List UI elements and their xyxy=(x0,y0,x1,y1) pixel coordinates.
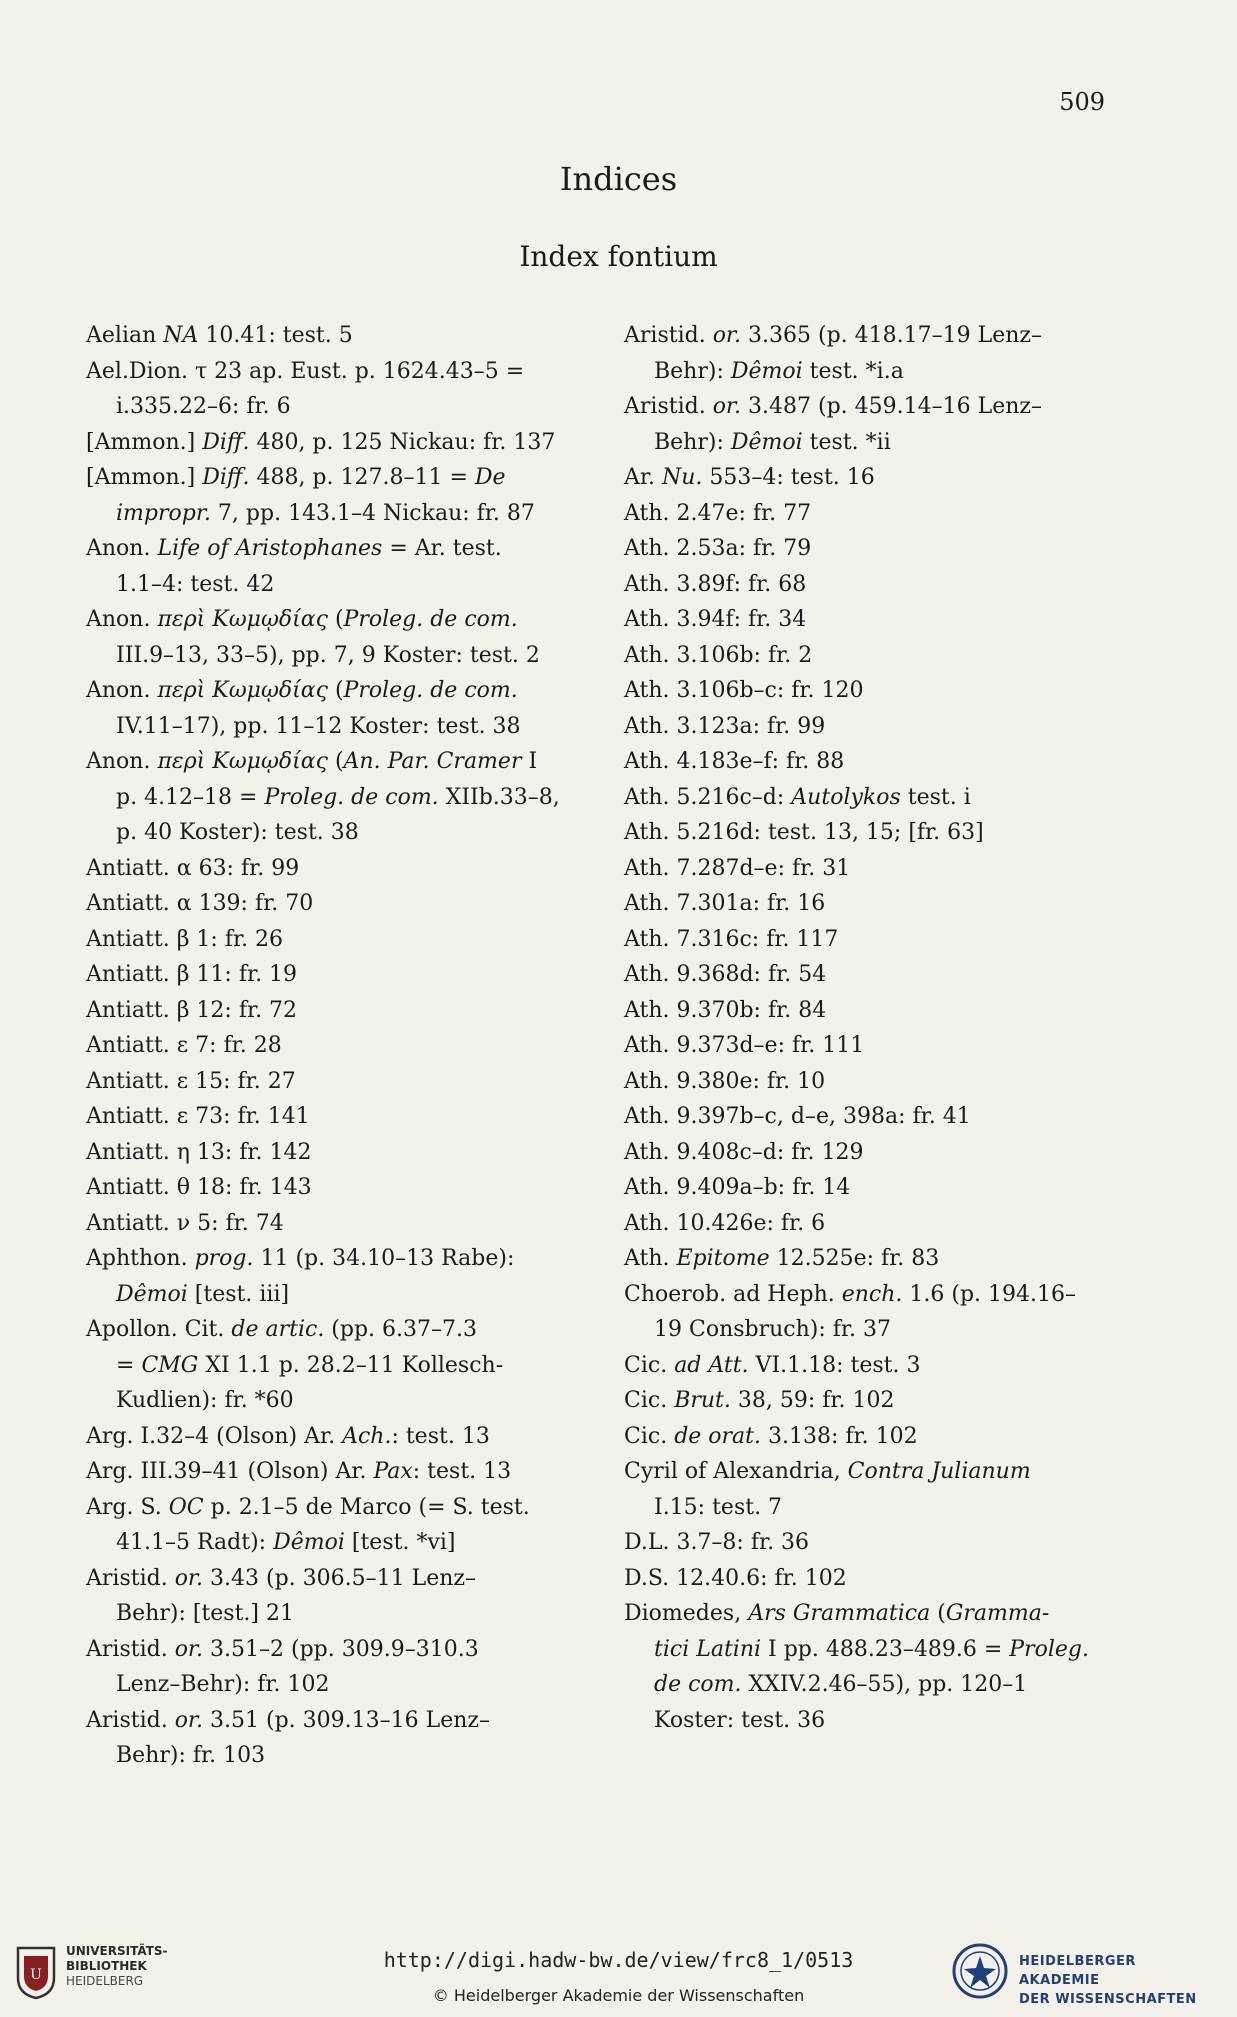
index-entry-italic: Proleg. de com. xyxy=(343,607,518,632)
index-entry-italic: Diff. xyxy=(202,465,250,490)
index-entry-text: Ath. 7.287d–e: fr. 31 xyxy=(624,855,851,881)
index-entry-text: Lenz–Behr): fr. 102 xyxy=(116,1672,330,1697)
index-entry-text: 1.6 (p. 194.16– xyxy=(902,1281,1077,1307)
index-entry-text: Aristid. xyxy=(624,394,713,419)
index-entry xyxy=(624,1170,1124,1206)
index-title: Indices xyxy=(559,160,678,198)
index-entry-italic: Brut. xyxy=(674,1388,731,1413)
page-number: 509 xyxy=(1059,88,1105,116)
index-entry-text: 12.525e: fr. 83 xyxy=(769,1246,940,1271)
index-entry-text: 10.41: test. 5 xyxy=(198,323,353,348)
index-entry-italic: ench. xyxy=(841,1281,903,1307)
index-entry-text: Ath. 7.316c: fr. 117 xyxy=(624,926,839,952)
index-entry xyxy=(624,1525,1124,1561)
index-entry xyxy=(86,1703,586,1774)
index-entry-text: [test. *vi] xyxy=(344,1530,456,1555)
index-entry-text: Ael.Dion. τ 23 ap. Eust. p. 1624.43–5 = xyxy=(86,358,525,384)
index-entry-italic: Dêmoi xyxy=(116,1281,188,1307)
index-entry-text: Ath. 3.94f: fr. 34 xyxy=(624,607,807,632)
index-entry-text: p. 4.12–18 = xyxy=(116,784,265,810)
index-entry-italic: prog. xyxy=(194,1246,254,1271)
index-entry xyxy=(86,318,586,354)
index-entry xyxy=(86,957,586,993)
index-entry-text: Antiatt. α 139: fr. 70 xyxy=(86,891,314,916)
index-entry-italic: de com. xyxy=(654,1672,742,1697)
index-entry xyxy=(86,602,586,673)
index-entry-text: 19 Consbruch): fr. 37 xyxy=(654,1317,891,1342)
index-entry xyxy=(86,425,586,461)
index-entry-text: Aristid. xyxy=(624,323,713,348)
index-entry xyxy=(624,318,1124,389)
index-entry-text: Ar. xyxy=(624,465,662,490)
index-entry-text: Diomedes, xyxy=(624,1601,749,1626)
index-entry xyxy=(624,780,1124,816)
index-entry-italic: Gramma- xyxy=(945,1601,1050,1626)
right-index-column xyxy=(624,318,1124,1738)
index-entry-italic: or. xyxy=(174,1707,204,1733)
index-entry-italic: Ach. xyxy=(342,1423,392,1449)
index-entry-italic: An. Par. Cramer xyxy=(343,749,522,774)
index-entry-text: XXIV.2.46–55), pp. 120–1 xyxy=(741,1672,1028,1697)
index-entry xyxy=(86,354,586,425)
index-entry xyxy=(86,851,586,887)
library-line-2: BIBLIOTHEK xyxy=(66,1959,147,1973)
index-entry-text: Ath. 3.106b: fr. 2 xyxy=(624,642,813,668)
index-entry xyxy=(624,1348,1124,1384)
index-entry xyxy=(86,1419,586,1455)
index-entry-text: Anon. xyxy=(86,536,158,561)
index-entry xyxy=(624,851,1124,887)
permalink-url[interactable]: http://digi.hadw-bw.de/view/frc8_1/0513 xyxy=(383,1948,854,1972)
index-entry xyxy=(624,1454,1124,1525)
index-entry-text: Cic. xyxy=(624,1423,675,1449)
index-entry-italic: Dêmoi xyxy=(730,429,803,455)
index-entry-text: 3.138: fr. 102 xyxy=(761,1423,918,1449)
index-entry-italic: ad Att. xyxy=(674,1352,749,1378)
index-entry xyxy=(624,993,1124,1029)
index-entry-text: Cic. xyxy=(624,1352,675,1378)
index-entry-italic: de artic. xyxy=(231,1317,325,1342)
index-entry-italic: περὶ Κωμῳδίας xyxy=(157,678,328,703)
index-entry-text: [Ammon.] xyxy=(86,465,203,490)
index-entry-text: Antiatt. β 1: fr. 26 xyxy=(86,926,284,952)
index-entry xyxy=(624,602,1124,638)
index-entry-text: 3.43 (p. 306.5–11 Lenz– xyxy=(203,1565,477,1591)
index-entry-text: 488, p. 127.8–11 = xyxy=(249,465,475,490)
index-entry-italic: or. xyxy=(174,1565,204,1591)
index-entry-text: Aphthon. xyxy=(86,1246,195,1271)
index-entry xyxy=(624,1241,1124,1277)
index-entry-text: Behr): xyxy=(654,358,731,384)
index-entry-text: 41.1–5 Radt): xyxy=(116,1530,274,1555)
index-entry-italic: Dêmoi xyxy=(730,358,803,384)
index-entry-text: Aelian xyxy=(86,323,164,348)
index-entry-text: Antiatt. ν 5: fr. 74 xyxy=(86,1210,284,1236)
index-entry-text: Ath. xyxy=(624,1246,677,1271)
index-entry-italic: Proleg. xyxy=(1009,1636,1089,1662)
index-entry-text: Arg. III.39–41 (Olson) Ar. xyxy=(86,1459,374,1484)
copyright-notice: © Heidelberger Akademie der Wissenschaften xyxy=(432,1986,805,2005)
index-entry-text: I xyxy=(521,749,538,774)
index-entry-text: ( xyxy=(930,1601,946,1626)
index-entry-text: Arg. S. xyxy=(86,1494,169,1520)
index-entry xyxy=(624,1419,1124,1455)
index-entry-text: Ath. 9.408c–d: fr. 129 xyxy=(624,1139,864,1165)
index-entry-text: 553–4: test. 16 xyxy=(702,465,875,490)
index-entry-italic: Ars Grammatica xyxy=(748,1601,931,1626)
index-entry-text: Behr): fr. 103 xyxy=(116,1743,266,1768)
index-entry-text: : test. 13 xyxy=(391,1423,490,1449)
index-entry-text: Antiatt. ε 15: fr. 27 xyxy=(86,1068,296,1094)
index-entry-text: IV.11–17), pp. 11–12 Koster: test. 38 xyxy=(116,713,521,739)
index-entry xyxy=(86,1490,586,1561)
index-entry xyxy=(624,460,1124,496)
index-entry-text: III.9–13, 33–5), pp. 7, 9 Koster: test. 2 xyxy=(116,642,540,668)
index-entry-italic: Autolykos xyxy=(791,784,901,810)
index-entry xyxy=(624,1206,1124,1242)
index-entry-text: 3.51 (p. 309.13–16 Lenz– xyxy=(203,1707,491,1733)
index-entry-italic: or. xyxy=(712,323,742,348)
index-entry-italic: περὶ Κωμῳδίας xyxy=(157,749,328,774)
index-entry-text: 7, pp. 143.1–4 Nickau: fr. 87 xyxy=(210,500,535,526)
index-entry-text: Ath. 5.216d: test. 13, 15; [fr. 63] xyxy=(624,820,984,845)
index-entry-italic: OC xyxy=(168,1494,204,1520)
index-entry xyxy=(86,886,586,922)
index-entry xyxy=(624,567,1124,603)
index-entry-text: test. i xyxy=(900,784,971,810)
index-entry-text: Ath. 2.47e: fr. 77 xyxy=(624,500,812,526)
index-entry-text: 3.365 (p. 418.17–19 Lenz– xyxy=(741,323,1043,348)
index-entry xyxy=(624,673,1124,709)
index-entry-text: Ath. 9.397b–c, d–e, 398a: fr. 41 xyxy=(624,1104,971,1129)
index-entry xyxy=(624,1561,1124,1597)
index-entry-text: 1.1–4: test. 42 xyxy=(116,571,275,597)
index-entry-text: Ath. 5.216c–d: xyxy=(624,784,792,810)
index-entry xyxy=(86,1312,586,1419)
left-index-column xyxy=(86,318,586,1774)
index-entry-italic: Pax xyxy=(373,1459,413,1484)
index-entry-text: Anon. xyxy=(86,678,158,703)
index-entry-italic: Diff. xyxy=(202,429,250,455)
index-subtitle: Index fontium xyxy=(519,240,718,273)
index-entry-text: ( xyxy=(327,607,344,632)
index-entry-text: Ath. 3.123a: fr. 99 xyxy=(624,713,826,739)
index-entry-italic: NA xyxy=(163,323,199,348)
index-entry-italic: CMG xyxy=(141,1352,199,1378)
index-entry-text: Antiatt. β 11: fr. 19 xyxy=(86,962,298,987)
index-entry xyxy=(86,1561,586,1632)
index-entry xyxy=(624,922,1124,958)
library-line-3: HEIDELBERG xyxy=(66,1974,144,1988)
index-entry-text: VI.1.18: test. 3 xyxy=(748,1352,921,1378)
index-entry-text: = xyxy=(116,1352,142,1378)
index-entry-text: Ath. 7.301a: fr. 16 xyxy=(624,891,826,916)
academy-seal-icon xyxy=(951,1942,1009,2000)
index-entry-text: Antiatt. β 12: fr. 72 xyxy=(86,997,298,1023)
index-entry-text: Aristid. xyxy=(86,1707,175,1733)
index-entry xyxy=(624,638,1124,674)
index-entry-text: Ath. 3.89f: fr. 68 xyxy=(624,571,807,597)
index-entry-text: Behr): xyxy=(654,429,731,455)
index-entry-text: I.15: test. 7 xyxy=(654,1494,783,1520)
index-entry-text: Antiatt. ε 7: fr. 28 xyxy=(86,1033,282,1058)
index-entry-italic: Life of Aristophanes xyxy=(157,536,383,561)
academy-line-2: DER WISSENSCHAFTEN xyxy=(1019,1992,1197,2007)
index-entry-text: Ath. 9.409a–b: fr. 14 xyxy=(624,1175,851,1200)
index-entry xyxy=(624,389,1124,460)
index-entry-italic: Epitome xyxy=(676,1246,770,1271)
index-entry-text: Koster: test. 36 xyxy=(654,1707,826,1733)
index-entry-text: Aristid. xyxy=(86,1565,175,1591)
index-entry-text: Aristid. xyxy=(86,1636,175,1662)
index-entry xyxy=(86,673,586,744)
index-entry-text: Cic. xyxy=(624,1388,675,1413)
index-entry xyxy=(86,1241,586,1312)
index-entry-italic: Proleg. de com. xyxy=(264,784,439,810)
index-entry-text: Ath. 10.426e: fr. 6 xyxy=(624,1210,826,1236)
index-entry xyxy=(624,709,1124,745)
index-entry-text: Ath. 3.106b–c: fr. 120 xyxy=(624,678,864,703)
index-entry-text: Ath. 9.373d–e: fr. 111 xyxy=(624,1033,865,1058)
index-entry xyxy=(624,957,1124,993)
index-entry-italic: tici Latini xyxy=(654,1636,762,1662)
index-entry-text: [Ammon.] xyxy=(86,429,203,455)
index-entry-italic: περὶ Κωμῳδίας xyxy=(157,607,328,632)
index-entry-text: D.S. 12.40.6: fr. 102 xyxy=(624,1565,847,1591)
index-entry-italic: Contra Julianum xyxy=(847,1459,1031,1484)
index-entry xyxy=(86,1064,586,1100)
index-entry-text: Arg. I.32–4 (Olson) Ar. xyxy=(86,1423,343,1449)
index-entry xyxy=(624,1028,1124,1064)
index-entry-italic: De xyxy=(474,465,506,490)
index-entry-italic: or. xyxy=(712,394,742,419)
index-entry-text: Antiatt. η 13: fr. 142 xyxy=(86,1139,312,1165)
index-entry xyxy=(86,1632,586,1703)
index-entry-text: Ath. 2.53a: fr. 79 xyxy=(624,536,812,561)
index-entry xyxy=(624,496,1124,532)
index-entry-italic: impropr. xyxy=(116,500,211,526)
index-entry xyxy=(624,1135,1124,1171)
index-entry-text: Cyril of Alexandria, xyxy=(624,1459,848,1484)
index-entry xyxy=(86,1099,586,1135)
index-entry xyxy=(624,1064,1124,1100)
index-entry-text: Ath. 4.183e–f: fr. 88 xyxy=(624,749,845,774)
index-entry-text: XI 1.1 p. 28.2–11 Kollesch- xyxy=(198,1352,504,1378)
index-entry-text: 11 (p. 34.10–13 Rabe): xyxy=(253,1246,515,1271)
index-entry-text: 3.51–2 (pp. 309.9–310.3 xyxy=(203,1636,479,1662)
index-entry xyxy=(86,922,586,958)
index-entry xyxy=(86,460,586,531)
index-entry-text: (pp. 6.37–7.3 xyxy=(324,1317,478,1342)
index-entry xyxy=(86,1454,586,1490)
index-entry-text: Ath. 9.368d: fr. 54 xyxy=(624,962,827,987)
index-entry-text: Antiatt. ε 73: fr. 141 xyxy=(86,1104,310,1129)
index-entry xyxy=(86,744,586,851)
index-entry-text: = Ar. test. xyxy=(382,536,502,561)
index-entry-text: I pp. 488.23–489.6 = xyxy=(761,1636,1010,1662)
index-entry xyxy=(86,1028,586,1064)
index-entry-italic: Nu. xyxy=(661,465,703,490)
index-entry-text: Choerob. ad Heph. xyxy=(624,1281,842,1307)
index-entry-text: [test. iii] xyxy=(187,1281,290,1307)
index-entry xyxy=(624,1596,1124,1738)
index-entry-text: 480, p. 125 Nickau: fr. 137 xyxy=(249,429,556,455)
academy-line-1: HEIDELBERGER AKADEMIE xyxy=(1019,1954,1136,1988)
index-entry-text: Antiatt. θ 18: fr. 143 xyxy=(86,1175,312,1200)
index-entry xyxy=(86,1135,586,1171)
index-entry-text: Anon. xyxy=(86,607,158,632)
index-entry-italic: Proleg. de com. xyxy=(343,678,518,703)
index-entry xyxy=(624,531,1124,567)
index-entry xyxy=(624,886,1124,922)
index-entry-text: ( xyxy=(327,678,344,703)
index-entry-text: p. 2.1–5 de Marco (= S. test. xyxy=(203,1494,530,1520)
index-entry-text: test. *ii xyxy=(802,429,891,455)
index-entry-text: ( xyxy=(327,749,344,774)
index-entry-text: Behr): [test.] 21 xyxy=(116,1601,294,1626)
library-line-1: UNIVERSITÄTS- xyxy=(66,1944,168,1958)
index-entry xyxy=(624,1277,1124,1348)
index-entry xyxy=(624,815,1124,851)
index-entry-text: Ath. 9.380e: fr. 10 xyxy=(624,1068,826,1094)
index-entry-text: Kudlien): fr. *60 xyxy=(116,1388,294,1413)
page-footer xyxy=(0,1908,1237,2017)
index-entry-text: D.L. 3.7–8: fr. 36 xyxy=(624,1530,810,1555)
index-entry-text: 3.487 (p. 459.14–16 Lenz– xyxy=(741,394,1043,419)
index-entry xyxy=(86,1206,586,1242)
index-entry xyxy=(86,993,586,1029)
svg-text:U: U xyxy=(30,1967,42,1983)
index-entry-text: XIIb.33–8, xyxy=(438,784,560,810)
index-entry xyxy=(624,1383,1124,1419)
index-entry-text: : test. 13 xyxy=(412,1459,512,1484)
index-entry-text: Antiatt. α 63: fr. 99 xyxy=(86,855,300,881)
index-entry-text: i.335.22–6: fr. 6 xyxy=(116,394,291,419)
index-entry-italic: de orat. xyxy=(674,1423,761,1449)
index-entry xyxy=(624,744,1124,780)
index-entry-text: Ath. 9.370b: fr. 84 xyxy=(624,997,827,1023)
index-entry-italic: or. xyxy=(174,1636,204,1662)
index-entry-text: p. 40 Koster): test. 38 xyxy=(116,820,359,845)
academy-logo xyxy=(951,1942,1221,2007)
index-entry-text: Apollon. Cit. xyxy=(86,1317,232,1342)
index-entry-italic: Dêmoi xyxy=(273,1530,345,1555)
index-entry xyxy=(86,531,586,602)
index-entry xyxy=(86,1170,586,1206)
index-entry-text: Anon. xyxy=(86,749,158,774)
index-entry xyxy=(624,1099,1124,1135)
index-entry-text: test. *i.a xyxy=(802,358,904,384)
index-entry-text: 38, 59: fr. 102 xyxy=(730,1388,895,1413)
